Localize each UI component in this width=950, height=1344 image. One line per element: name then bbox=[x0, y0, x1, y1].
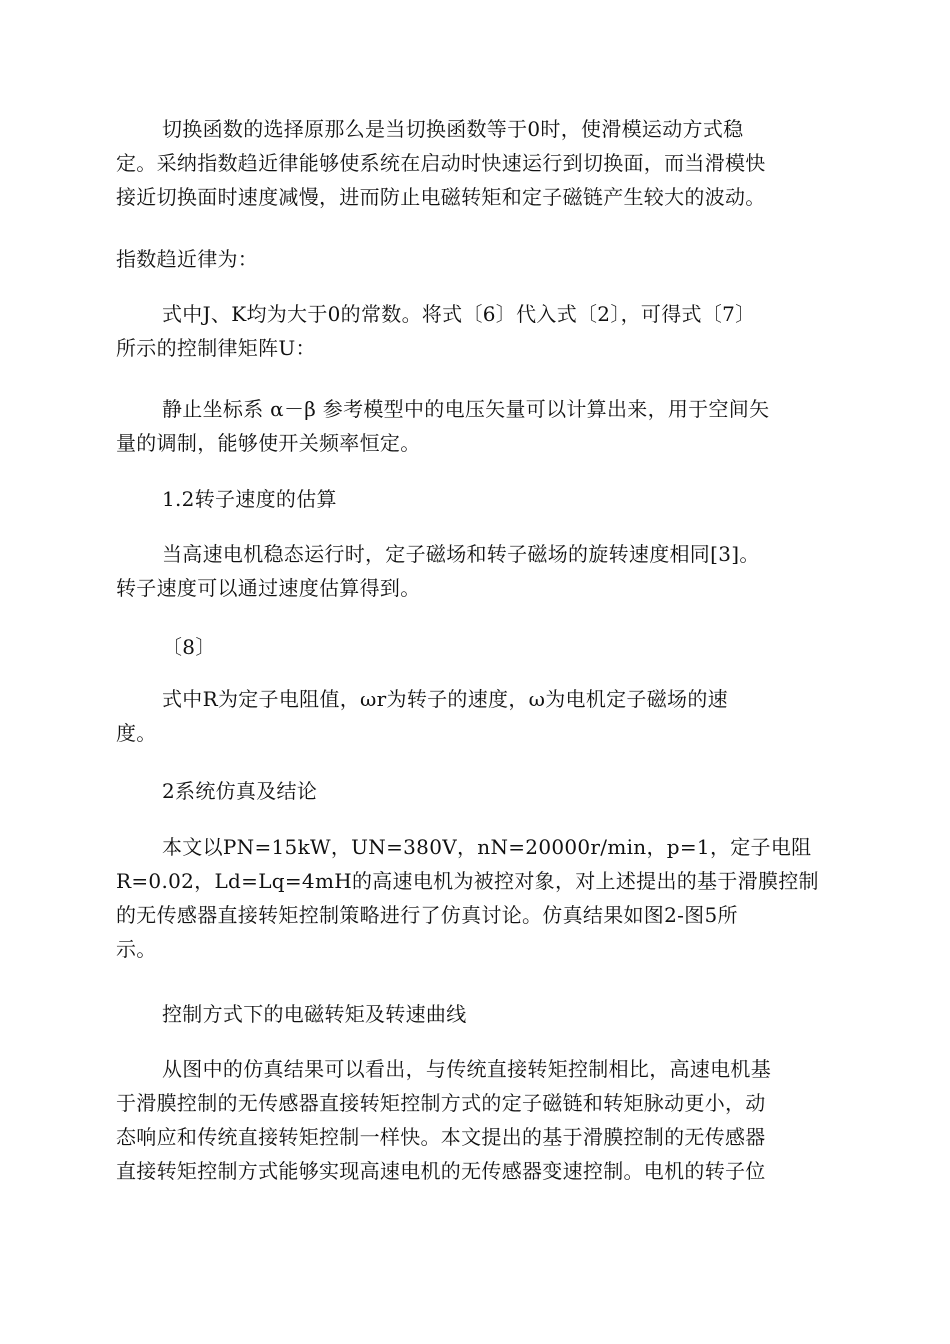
text-line: 度。 bbox=[116, 721, 157, 745]
text-line: 控制方式下的电磁转矩及转速曲线 bbox=[162, 1002, 467, 1026]
text-line: 2系统仿真及结论 bbox=[162, 779, 318, 803]
paragraph-stator-resistance bbox=[116, 682, 836, 750]
section-heading-rotor-speed bbox=[116, 482, 836, 516]
paragraph-voltage-vector bbox=[116, 392, 836, 460]
text-line: 量的调制，能够使开关频率恒定。 bbox=[116, 431, 421, 455]
equation-number-8 bbox=[116, 630, 836, 664]
text-line: 式中R为定子电阻值，ωr为转子的速度，ω为电机定子磁场的速 bbox=[162, 687, 728, 711]
paragraph-simulation-results bbox=[116, 1052, 836, 1188]
text-line: 接近切换面时速度减慢，进而防止电磁转矩和定子磁链产生较大的波动。 bbox=[116, 185, 766, 209]
text-line: 〔8〕 bbox=[162, 635, 216, 659]
paragraph-steady-state bbox=[116, 537, 836, 605]
text-line: 直接转矩控制方式能够实现高速电机的无传感器变速控制。电机的转子位 bbox=[116, 1159, 766, 1183]
text-line: 式中J、K均为大于0的常数。将式〔6〕代入式〔2〕，可得式〔7〕 bbox=[162, 302, 756, 326]
text-line: 于滑膜控制的无传感器直接转矩控制方式的定子磁链和转矩脉动更小，动 bbox=[116, 1091, 766, 1115]
paragraph-motor-parameters bbox=[116, 830, 836, 966]
text-line: 定。采纳指数趋近律能够使系统在启动时快速运行到切换面，而当滑模快 bbox=[116, 151, 766, 175]
text-line: 示。 bbox=[116, 937, 157, 961]
text-line: 所示的控制律矩阵U： bbox=[116, 336, 316, 360]
paragraph-constants bbox=[116, 297, 836, 365]
text-line: 态响应和传统直接转矩控制一样快。本文提出的基于滑膜控制的无传感器 bbox=[116, 1125, 766, 1149]
paragraph-switching-function bbox=[116, 112, 836, 214]
text-line: 指数趋近律为： bbox=[116, 247, 259, 271]
text-line: 从图中的仿真结果可以看出，与传统直接转矩控制相比，高速电机基 bbox=[162, 1057, 771, 1081]
paragraph-reaching-law bbox=[116, 242, 836, 276]
text-line: 转子速度可以通过速度估算得到。 bbox=[116, 576, 421, 600]
text-line: 切换函数的选择原那么是当切换函数等于0时，使滑模运动方式稳 bbox=[162, 117, 744, 141]
text-line: 当高速电机稳态运行时，定子磁场和转子磁场的旋转速度相同[3]。 bbox=[162, 542, 760, 566]
text-line: R=0.02，Ld=Lq=4mH的高速电机为被控对象，对上述提出的基于滑膜控制 bbox=[116, 869, 819, 893]
figure-caption-torque-speed bbox=[116, 997, 836, 1031]
text-line: 1.2转子速度的估算 bbox=[162, 487, 337, 511]
text-line: 本文以PN=15kW，UN=380V，nN=20000r/min，p=1，定子电阻 bbox=[162, 835, 812, 859]
text-line: 的无传感器直接转矩控制策略进行了仿真讨论。仿真结果如图2-图5所 bbox=[116, 903, 738, 927]
section-heading-simulation bbox=[116, 774, 836, 808]
text-line: 静止坐标系 α－β 参考模型中的电压矢量可以计算出来，用于空间矢 bbox=[162, 397, 770, 421]
